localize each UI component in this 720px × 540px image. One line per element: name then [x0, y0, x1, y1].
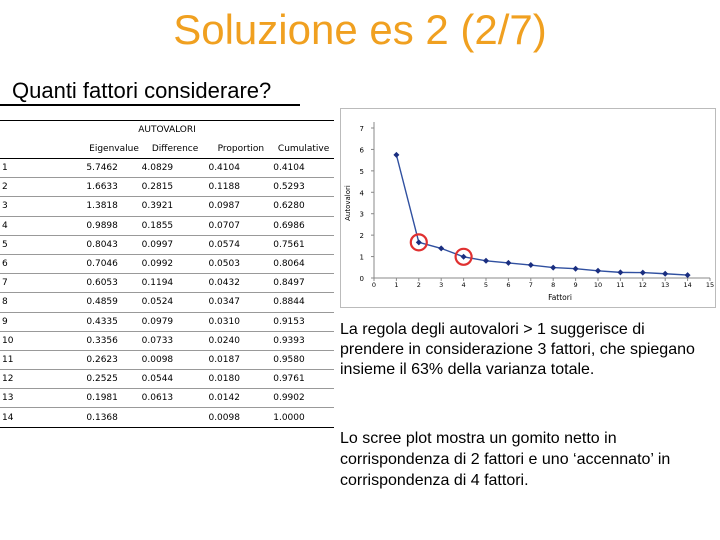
table-cell: 0.5293	[273, 178, 334, 197]
y-tick-label: 7	[359, 125, 364, 133]
data-point	[573, 266, 579, 272]
table-row	[0, 274, 334, 293]
table-cell: 0.0733	[142, 331, 209, 350]
table-cell: 0.0180	[208, 370, 273, 389]
table-cell: 5.7462	[32, 159, 141, 178]
table-row	[0, 254, 334, 273]
kaiser-rule-text: La regola degli autovalori > 1 suggerisce di prendere in considerazione 3 fattori, che spiegano insieme il 63% della varianza totale.	[340, 321, 695, 378]
table-cell: 0.0992	[142, 254, 209, 273]
x-tick-label: 3	[439, 281, 444, 289]
slide-subtitle: Quanti fattori considerare?	[12, 78, 272, 103]
table-row	[0, 216, 334, 235]
table-cell: 0.9898	[32, 216, 141, 235]
table-cell: 0.1194	[142, 274, 209, 293]
table-cell: 11	[0, 350, 32, 369]
data-point	[595, 268, 601, 274]
table-cell: 0.0524	[142, 293, 209, 312]
table-row	[0, 197, 334, 216]
x-tick-label: 13	[661, 281, 670, 289]
data-point	[438, 245, 444, 251]
x-tick-label: 2	[416, 281, 421, 289]
divider	[0, 104, 300, 106]
slide-title: Soluzione es 2 (2/7)	[173, 6, 547, 53]
table-cell: 0.4104	[273, 159, 334, 178]
scree-text: Lo scree plot mostra un gomito netto in corrispondenza di 2 fattori e uno ‘accennato’ in corrispondenza di 4 fattori.	[340, 430, 671, 489]
data-point	[640, 270, 646, 276]
table-cell: 0.9153	[273, 312, 334, 331]
table-row	[0, 235, 334, 254]
y-tick-label: 4	[359, 189, 364, 198]
x-tick-label: 12	[638, 281, 647, 289]
table-cell: 0.9761	[273, 370, 334, 389]
table-cell: 3	[0, 197, 32, 216]
table-cell: 2	[0, 178, 32, 197]
x-tick-label: 8	[551, 281, 556, 289]
table-cell: 0.1368	[32, 408, 141, 427]
data-point	[662, 271, 668, 277]
column-header: Cumulative	[273, 139, 334, 159]
x-tick-label: 10	[593, 281, 603, 289]
data-point	[528, 262, 534, 268]
table-cell	[142, 408, 209, 427]
table-cell: 1	[0, 159, 32, 178]
table-cell: 4	[0, 216, 32, 235]
table-cell: 0.2525	[32, 370, 141, 389]
data-point	[685, 272, 691, 278]
table-cell: 0.7046	[32, 254, 141, 273]
table-cell: 0.1188	[208, 178, 273, 197]
table-cell: 0.8844	[273, 293, 334, 312]
x-tick-label: 4	[461, 281, 466, 289]
table-cell: 10	[0, 331, 32, 350]
table-row	[0, 408, 334, 427]
table-cell: 8	[0, 293, 32, 312]
table-cell: 5	[0, 235, 32, 254]
y-axis-label: Autovalori	[344, 185, 352, 221]
x-tick-label: 1	[394, 281, 399, 289]
column-header: Difference	[142, 139, 209, 159]
table-cell: 0.0979	[142, 312, 209, 331]
table-cell: 0.3921	[142, 197, 209, 216]
table-cell: 6	[0, 254, 32, 273]
table-cell: 9	[0, 312, 32, 331]
table-cell: 0.0347	[208, 293, 273, 312]
eigenvalue-table-container	[0, 120, 334, 428]
table-cell: 0.0574	[208, 235, 273, 254]
table-cell: 7	[0, 274, 32, 293]
table-cell: 0.2623	[32, 350, 141, 369]
y-tick-label: 2	[359, 232, 364, 241]
table-row	[0, 370, 334, 389]
column-header	[0, 139, 32, 159]
table-row	[0, 389, 334, 408]
table-cell: 0.0187	[208, 350, 273, 369]
table-cell: 0.0098	[208, 408, 273, 427]
scree-plot	[340, 108, 716, 308]
y-tick-label: 5	[359, 167, 364, 176]
data-point	[550, 265, 556, 271]
table-cell: 0.4335	[32, 312, 141, 331]
x-tick-label: 15	[705, 281, 715, 289]
x-tick-label: 5	[483, 281, 489, 289]
table-caption: AUTOVALORI	[0, 121, 334, 140]
table-cell: 12	[0, 370, 32, 389]
table-cell: 13	[0, 389, 32, 408]
data-point	[505, 260, 511, 266]
table-row	[0, 312, 334, 331]
table-cell: 0.1981	[32, 389, 141, 408]
data-point	[617, 269, 623, 275]
x-tick-label: 7	[528, 281, 533, 289]
x-tick-label: 11	[616, 281, 625, 289]
table-cell: 0.9393	[273, 331, 334, 350]
table-cell: 0.0987	[208, 197, 273, 216]
y-tick-label: 3	[359, 210, 364, 219]
table-cell: 0.8497	[273, 274, 334, 293]
table-header-row	[0, 139, 334, 159]
table-cell: 1.6633	[32, 178, 141, 197]
table-row	[0, 159, 334, 178]
table-row	[0, 293, 334, 312]
data-point	[461, 254, 467, 260]
table-cell: 0.0240	[208, 331, 273, 350]
y-tick-label: 1	[359, 253, 364, 262]
table-cell: 0.8064	[273, 254, 334, 273]
table-cell: 0.9580	[273, 350, 334, 369]
table-cell: 0.8043	[32, 235, 141, 254]
table-cell: 0.6280	[273, 197, 334, 216]
table-cell: 0.6053	[32, 274, 141, 293]
x-tick-label: 9	[573, 281, 578, 289]
table-row	[0, 350, 334, 369]
y-tick-label: 0	[359, 275, 364, 283]
x-tick-label: 14	[683, 281, 692, 289]
x-tick-label: 0	[371, 281, 377, 289]
eigenvalue-table	[0, 120, 334, 428]
y-tick-label: 6	[359, 146, 364, 155]
table-cell: 0.9902	[273, 389, 334, 408]
x-tick-label: 6	[506, 281, 511, 289]
table-cell: 0.0613	[142, 389, 209, 408]
table-cell: 0.7561	[273, 235, 334, 254]
table-cell: 0.2815	[142, 178, 209, 197]
column-header: Eigenvalue	[32, 139, 141, 159]
table-cell: 0.3356	[32, 331, 141, 350]
table-row	[0, 331, 334, 350]
table-body	[0, 159, 334, 428]
data-point	[416, 239, 422, 245]
table-cell: 0.0503	[208, 254, 273, 273]
table-cell: 0.4104	[208, 159, 273, 178]
table-cell: 0.4859	[32, 293, 141, 312]
table-cell: 0.0997	[142, 235, 209, 254]
data-point	[483, 258, 489, 264]
table-cell: 0.0544	[142, 370, 209, 389]
table-row	[0, 178, 334, 197]
table-cell: 0.0310	[208, 312, 273, 331]
table-cell: 0.1855	[142, 216, 209, 235]
x-axis-label: Fattori	[548, 293, 572, 302]
table-cell: 0.0098	[142, 350, 209, 369]
table-cell: 1.0000	[273, 408, 334, 427]
column-header: Proportion	[208, 139, 273, 159]
table-cell: 0.6986	[273, 216, 334, 235]
series-line	[396, 155, 687, 275]
table-cell: 14	[0, 408, 32, 427]
table-cell: 0.0707	[208, 216, 273, 235]
data-point	[393, 152, 399, 158]
table-cell: 4.0829	[142, 159, 209, 178]
table-cell: 0.0432	[208, 274, 273, 293]
table-cell: 0.0142	[208, 389, 273, 408]
table-cell: 1.3818	[32, 197, 141, 216]
